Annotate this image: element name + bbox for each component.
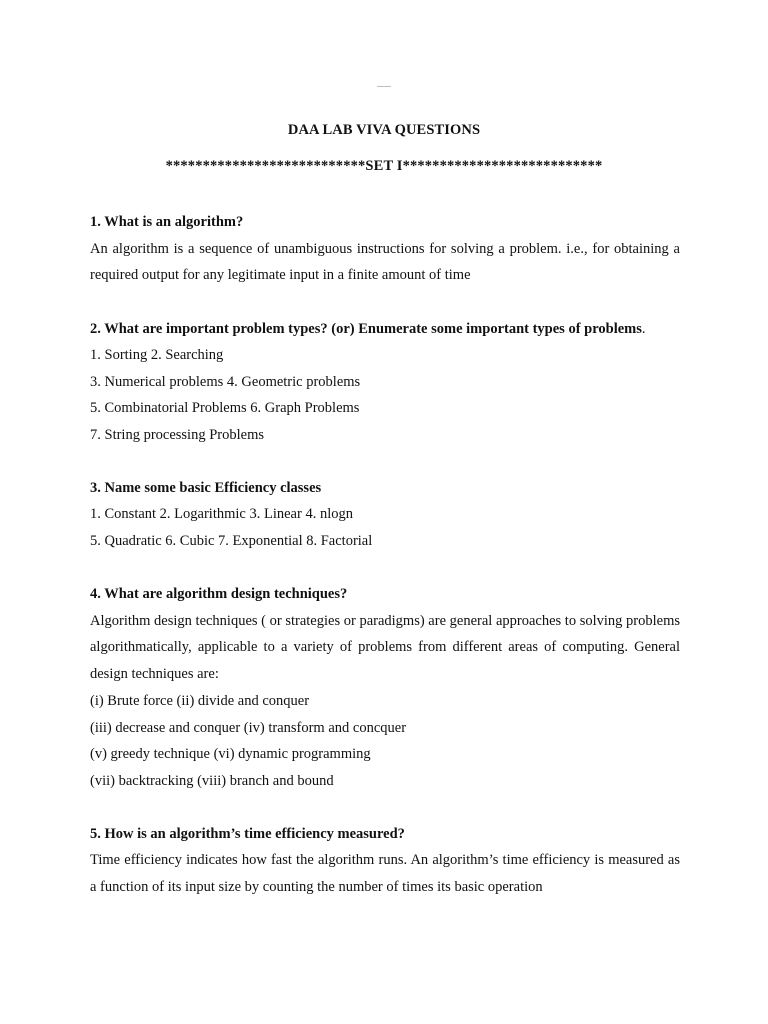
answer-line: 3. Numerical problems 4. Geometric problems (90, 373, 361, 390)
question-heading: 1. What is an algorithm? (90, 214, 244, 230)
answer-line: (i) Brute force (ii) divide and conquer (90, 693, 310, 710)
answer-line: (vii) backtracking (viii) branch and bound (90, 772, 334, 789)
question-5 (90, 821, 680, 901)
question-4 (90, 581, 680, 794)
document-title: DAA LAB VIVA QUESTIONS (287, 122, 481, 138)
question-heading-trail: . (641, 320, 646, 337)
answer-line: (iii) decrease and conquer (iv) transform and concquer (90, 719, 407, 736)
question-heading: 3. Name some basic Efficiency classes (90, 479, 322, 496)
set-banner: ***************************SET I*************************** (165, 158, 603, 174)
questions-list (90, 209, 680, 928)
question-1 (90, 209, 680, 289)
question-heading-text: 2. What are important problem types? (or) Enumerate some important types of problems (90, 320, 642, 337)
question-heading: 5. How is an algorithm’s time efficiency measured? (90, 825, 405, 842)
question-heading (90, 316, 680, 343)
answer-line: 1. Sorting 2. Searching (90, 347, 224, 364)
question-heading: 4. What are algorithm design techniques? (90, 586, 348, 603)
answer-line: 5. Combinatorial Problems 6. Graph Problems (90, 400, 360, 417)
answer-line: 5. Quadratic 6. Cubic 7. Exponential 8. Factorial (90, 533, 373, 550)
answer-paragraph: Time efficiency indicates how fast the algorithm runs. An algorithm’s time efficiency is measured as a function of its input size by counting the number of times its basic operation (90, 852, 680, 896)
header-mark (377, 86, 391, 87)
answer-paragraph: Algorithm design techniques ( or strategies or paradigms) are general approaches to solving problems algorithmatically, applicable to a variety of problems from different areas of computing. General design techniques are: (90, 612, 680, 683)
question-3 (90, 475, 680, 555)
question-2 (90, 316, 680, 449)
answer-paragraph: An algorithm is a sequence of unambiguous instructions for solving a problem. i.e., for obtaining a required output for any legitimate input in a finite amount of time (90, 240, 680, 284)
answer-line: 1. Constant 2. Logarithmic 3. Linear 4. nlogn (90, 506, 353, 523)
answer-line: (v) greedy technique (vi) dynamic programming (90, 746, 371, 763)
answer-line: 7. String processing Problems (90, 426, 264, 443)
